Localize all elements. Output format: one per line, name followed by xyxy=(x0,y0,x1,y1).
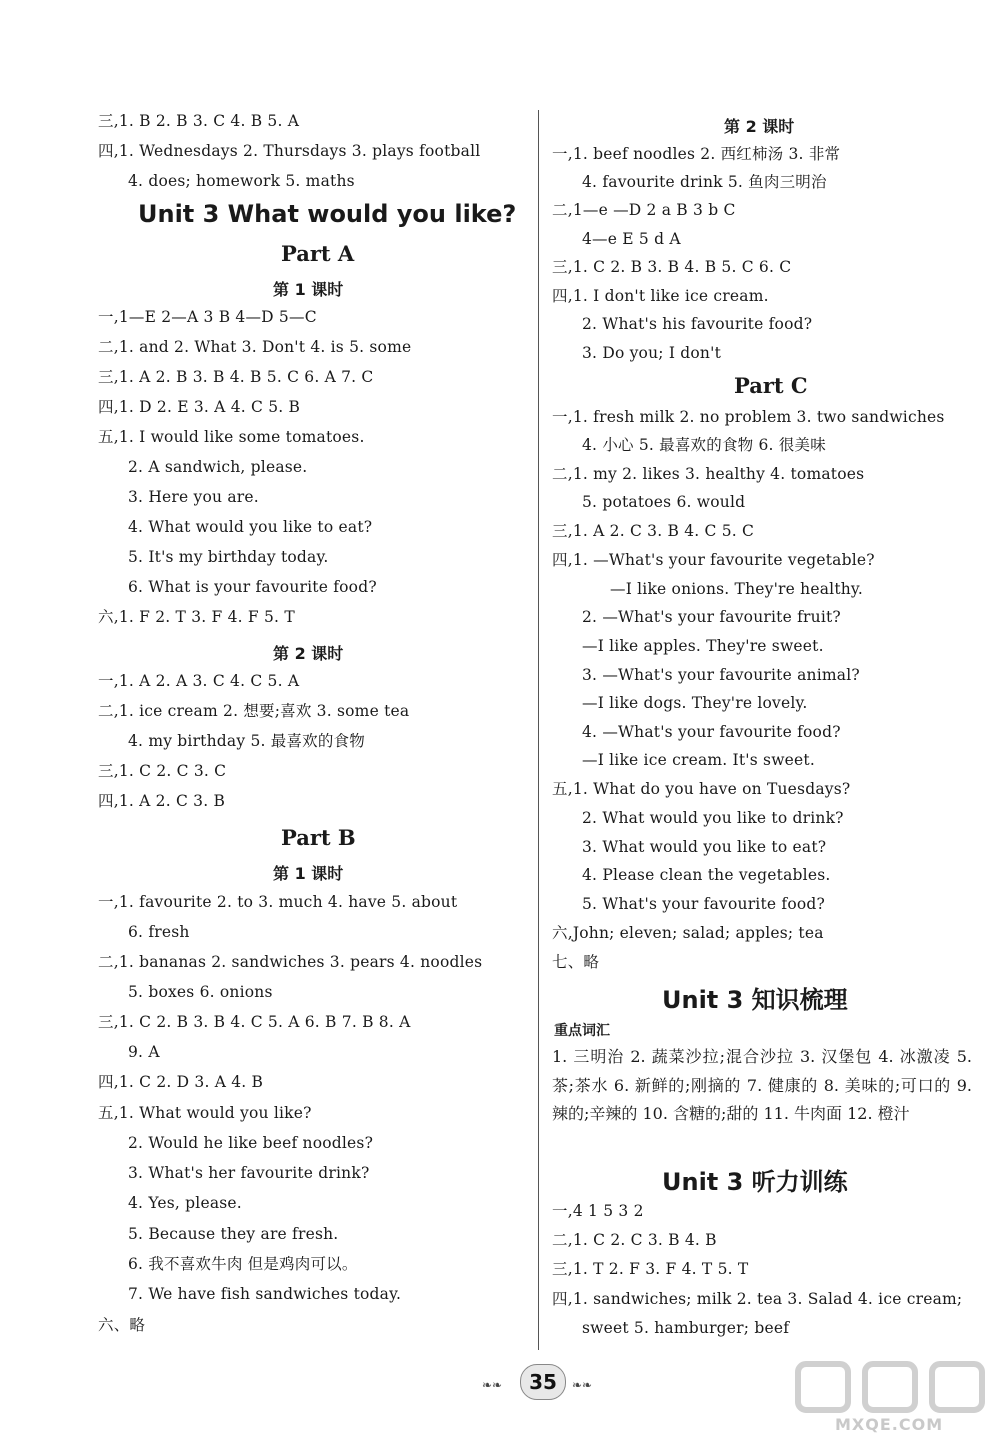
answer-line: 4. Please clean the vegetables. xyxy=(582,866,831,884)
answer-line: 5. What's your favourite food? xyxy=(582,895,826,913)
answer-line: 一,1. fresh milk 2. no problem 3. two sandwiches xyxy=(552,408,945,426)
answer-line: 3. Do you; I don't xyxy=(582,344,721,362)
answer-line: 三,1. C 2. B 3. B 4. C 5. A 6. B 7. B 8. A xyxy=(98,1013,411,1031)
answer-line: 2. Would he like beef noodles? xyxy=(128,1134,374,1152)
answer-line: 四,1. sandwiches; milk 2. tea 3. Salad 4. ice cream; xyxy=(552,1290,963,1308)
answer-line: 一,1. A 2. A 3. C 4. C 5. A xyxy=(98,672,300,690)
vocab-heading: 重点词汇 xyxy=(554,1023,610,1039)
answer-line: 四,1. A 2. C 3. B xyxy=(98,792,226,810)
answer-line: —I like ice cream. It's sweet. xyxy=(582,751,815,769)
answer-line: 4. does; homework 5. maths xyxy=(128,172,355,190)
answer-line: 三,1. C 2. B 3. B 4. B 5. C 6. C xyxy=(552,258,792,276)
answer-line: —I like dogs. They're lovely. xyxy=(582,694,808,712)
answer-line: 2. What would you like to drink? xyxy=(582,809,844,827)
answer-line: 4. favourite drink 5. 鱼肉三明治 xyxy=(582,173,827,191)
answer-line: 4. 小心 5. 最喜欢的食物 6. 很美味 xyxy=(582,436,826,454)
answer-line: 四,1. Wednesdays 2. Thursdays 3. plays football xyxy=(98,142,481,160)
answer-line: sweet 5. hamburger; beef xyxy=(582,1319,790,1337)
answer-line: 六,John; eleven; salad; apples; tea xyxy=(552,924,824,942)
answer-line: —I like onions. They're healthy. xyxy=(610,580,863,598)
answer-line: 三,1. A 2. B 3. B 4. B 5. C 6. A 7. C xyxy=(98,368,374,386)
answer-line: 五,1. What do you have on Tuesdays? xyxy=(552,780,851,798)
answer-line: 一,1. favourite 2. to 3. much 4. have 5. about xyxy=(98,893,458,911)
part-a-heading: Part A xyxy=(281,241,355,266)
answer-line: —I like apples. They're sweet. xyxy=(582,637,824,655)
right-flourish-icon: ❧❧ xyxy=(572,1378,593,1392)
watermark-text: MXQE.COM xyxy=(835,1415,944,1434)
answer-line: 3. Here you are. xyxy=(128,488,259,506)
answer-line: 五,1. What would you like? xyxy=(98,1104,312,1122)
answer-line: 3. —What's your favourite animal? xyxy=(582,666,860,684)
answer-line: 5. It's my birthday today. xyxy=(128,548,329,566)
answer-line: 3. What's her favourite drink? xyxy=(128,1164,370,1182)
answer-line: 三,1. B 2. B 3. C 4. B 5. A xyxy=(98,112,300,130)
answer-line: 二,1—e —D 2 a B 3 b C xyxy=(552,201,736,219)
page-number: 35 xyxy=(520,1364,566,1400)
answer-line: 4. my birthday 5. 最喜欢的食物 xyxy=(128,732,365,750)
answer-line: 二,1. ice cream 2. 想要;喜欢 3. some tea xyxy=(98,702,410,720)
answer-line: 4. Yes, please. xyxy=(128,1194,242,1212)
answer-line: 四,1. C 2. D 3. A 4. B xyxy=(98,1073,264,1091)
answer-line: 2. What's his favourite food? xyxy=(582,315,813,333)
answer-line: 三,1. T 2. F 3. F 4. T 5. T xyxy=(552,1260,749,1278)
vocab-text: 1. 三明治 2. 蔬菜沙拉;混合沙拉 3. 汉堡包 4. 冰激凌 5. 茶;茶水 6. 新鲜的;刚摘的 7. 健康的 8. 美味的;可口的 9. 辣的;辛辣的 10. 含糖的;甜的 11. 牛肉面 12. 橙汁 xyxy=(552,1047,972,1123)
answer-line: 4. What would you like to eat? xyxy=(128,518,373,536)
answer-line: 7. We have fish sandwiches today. xyxy=(128,1285,402,1303)
answer-line: 三,1. A 2. C 3. B 4. C 5. C xyxy=(552,522,755,540)
answer-line: 5. potatoes 6. would xyxy=(582,493,746,511)
answer-line: 一,1—E 2—A 3 B 4—D 5—C xyxy=(98,308,317,326)
answer-line: 二,1. bananas 2. sandwiches 3. pears 4. noodles xyxy=(98,953,483,971)
lesson-heading: 第 1 课时 xyxy=(273,280,344,299)
listening-title: Unit 3 听力训练 xyxy=(662,1168,848,1196)
answer-line: 四,1. I don't like ice cream. xyxy=(552,287,769,305)
answer-line: 2. A sandwich, please. xyxy=(128,458,308,476)
answer-line: 一,1. beef noodles 2. 西红柿汤 3. 非常 xyxy=(552,145,841,163)
answer-line: 6. fresh xyxy=(128,923,190,941)
part-c-heading: Part C xyxy=(734,373,808,398)
answer-line: 四,1. D 2. E 3. A 4. C 5. B xyxy=(98,398,301,416)
answer-line: 6. What is your favourite food? xyxy=(128,578,377,596)
part-b-heading: Part B xyxy=(281,825,356,850)
answer-line: 七、略 xyxy=(552,953,600,971)
answer-line: 4—e E 5 d A xyxy=(582,230,681,248)
lesson-heading: 第 1 课时 xyxy=(273,864,344,883)
answer-line: 二,1. C 2. C 3. B 4. B xyxy=(552,1231,717,1249)
answer-line: 四,1. —What's your favourite vegetable? xyxy=(552,551,875,569)
answer-line: 六,1. F 2. T 3. F 4. F 5. T xyxy=(98,608,295,626)
answer-line: 一,4 1 5 3 2 xyxy=(552,1202,644,1220)
lesson-heading: 第 2 课时 xyxy=(724,117,795,136)
unit-title: Unit 3 What would you like? xyxy=(138,200,517,228)
column-divider xyxy=(538,110,539,1350)
answer-line: 5. Because they are fresh. xyxy=(128,1225,339,1243)
answer-line: 6. 我不喜欢牛肉 但是鸡肉可以。 xyxy=(128,1255,358,1273)
answer-line: 5. boxes 6. onions xyxy=(128,983,273,1001)
summary-title: Unit 3 知识梳理 xyxy=(662,986,848,1014)
answer-line: 3. What would you like to eat? xyxy=(582,838,827,856)
answer-line: 2. —What's your favourite fruit? xyxy=(582,608,841,626)
lesson-heading: 第 2 课时 xyxy=(273,644,344,663)
answer-line: 二,1. and 2. What 3. Don't 4. is 5. some xyxy=(98,338,412,356)
answer-line: 二,1. my 2. likes 3. healthy 4. tomatoes xyxy=(552,465,865,483)
answer-line: 9. A xyxy=(128,1043,160,1061)
answer-line: 五,1. I would like some tomatoes. xyxy=(98,428,365,446)
answer-line: 六、略 xyxy=(98,1316,146,1334)
left-flourish-icon: ❧❧ xyxy=(482,1378,503,1392)
answer-line: 4. —What's your favourite food? xyxy=(582,723,841,741)
answer-line: 三,1. C 2. C 3. C xyxy=(98,762,227,780)
